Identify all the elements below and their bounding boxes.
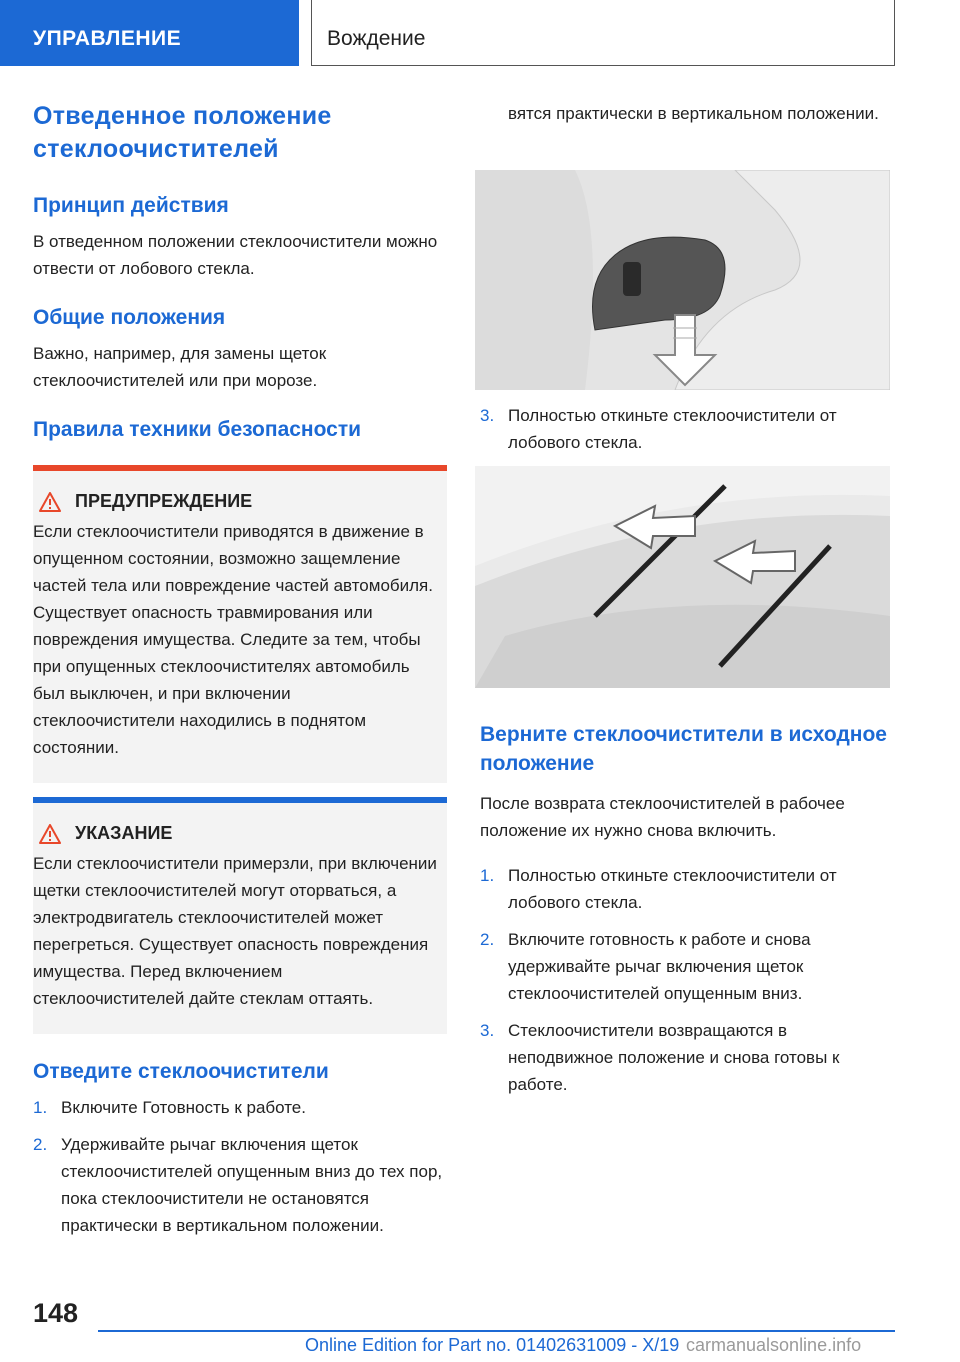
list-item [480, 862, 892, 916]
general-heading: Общие положения [33, 306, 226, 329]
list-item [33, 1131, 447, 1239]
step-text: Полностью откиньте стеклоочистители от лобового стекла. [508, 406, 837, 452]
page-title: Отведенное положение стеклоочистителей [33, 102, 332, 163]
step3-block [480, 402, 892, 466]
step-number: 3. [480, 406, 495, 425]
windshield-wipers-illustration [475, 466, 890, 688]
footer-divider [98, 1330, 895, 1332]
return-steps-list [480, 862, 892, 1098]
step-number: 2. [480, 930, 495, 949]
notice-header [33, 823, 437, 844]
step3-list [480, 402, 892, 456]
notice-box [33, 797, 447, 1034]
notice-label: УКАЗАНИЕ [75, 823, 173, 843]
general-text: Важно, например, для замены щеток стеклоочистителей или при морозе. [33, 344, 327, 390]
continued-text: вятся практически в вертикальном положении. [508, 104, 879, 123]
step-text: Полностью откиньте стеклоочистители от лобового стекла. [508, 866, 837, 912]
right-column [480, 100, 892, 149]
page-number: 148 [33, 1298, 79, 1328]
step-text: Включите готовность к работе и снова удерживайте рычаг включения щеток стеклоочистителей опущенным вниз. [508, 930, 811, 1003]
warning-text: Если стеклоочистители приводятся в движение в опущенном состоянии, возможно защемление частей тела или повреждение частей автомобиля. Существует опасность травмирования или повреждения имущества. Следите за тем, чтобы при опущенных стеклоочистителях автомобиль был выключен, и при включении стеклоочистители находились в поднятом состоянии. [33, 522, 433, 757]
principle-text: В отведенном положении стеклоочистители можно отвести от лобового стекла. [33, 232, 438, 278]
list-item [33, 1094, 447, 1121]
chapter-title: Вождение [311, 0, 895, 66]
watermark: carmanualsonline.info [686, 1335, 862, 1355]
list-item [480, 926, 892, 1007]
footer-edition: Online Edition for Part no. 01402631009 - X/19 [305, 1335, 680, 1355]
step-text: Стеклоочистители возвращаются в неподвижное положение и снова готовы к работе. [508, 1021, 840, 1094]
warning-triangle-icon [39, 492, 61, 512]
fold-heading: Отведите стеклоочистители [33, 1060, 329, 1083]
return-heading: Верните стеклоочистители в исходное положение [480, 723, 887, 775]
windshield-drawing [475, 466, 890, 688]
warning-header [33, 491, 437, 512]
wiper-lever-drawing [475, 170, 890, 390]
notice-text: Если стеклоочистители примерзли, при включении щетки стеклоочистителей могут оторваться, а электродвигатель стеклоочистителей может перегреться. Существует опасность повреждения имущества. Перед включением стеклоочистителей дайте стеклам оттаять. [33, 854, 437, 1008]
principle-heading: Принцип действия [33, 194, 229, 217]
fold-steps-list [33, 1094, 447, 1239]
warning-box [33, 465, 447, 783]
step-text: Удерживайте рычаг включения щеток стеклоочистителей опущенным вниз до тех пор, пока стеклоочистители не остановятся практически в вертикальном положении. [61, 1135, 443, 1235]
return-section [480, 720, 892, 1108]
left-column [33, 100, 447, 1249]
wiper-lever-illustration [475, 170, 890, 390]
step-number: 2. [33, 1135, 48, 1154]
section-tab: УПРАВЛЕНИЕ [0, 0, 299, 66]
safety-heading: Правила техники безопасности [33, 418, 362, 441]
step-number: 1. [33, 1098, 48, 1117]
warning-label: ПРЕДУПРЕЖДЕНИЕ [75, 491, 253, 511]
step-text: Включите Готовность к работе. [61, 1098, 306, 1117]
return-text: После возврата стеклоочистителей в рабочее положение их нужно снова включить. [480, 794, 845, 840]
list-item [480, 402, 892, 456]
step-number: 3. [480, 1021, 495, 1040]
notice-triangle-icon [39, 824, 61, 844]
list-item [480, 1017, 892, 1098]
step-number: 1. [480, 866, 495, 885]
